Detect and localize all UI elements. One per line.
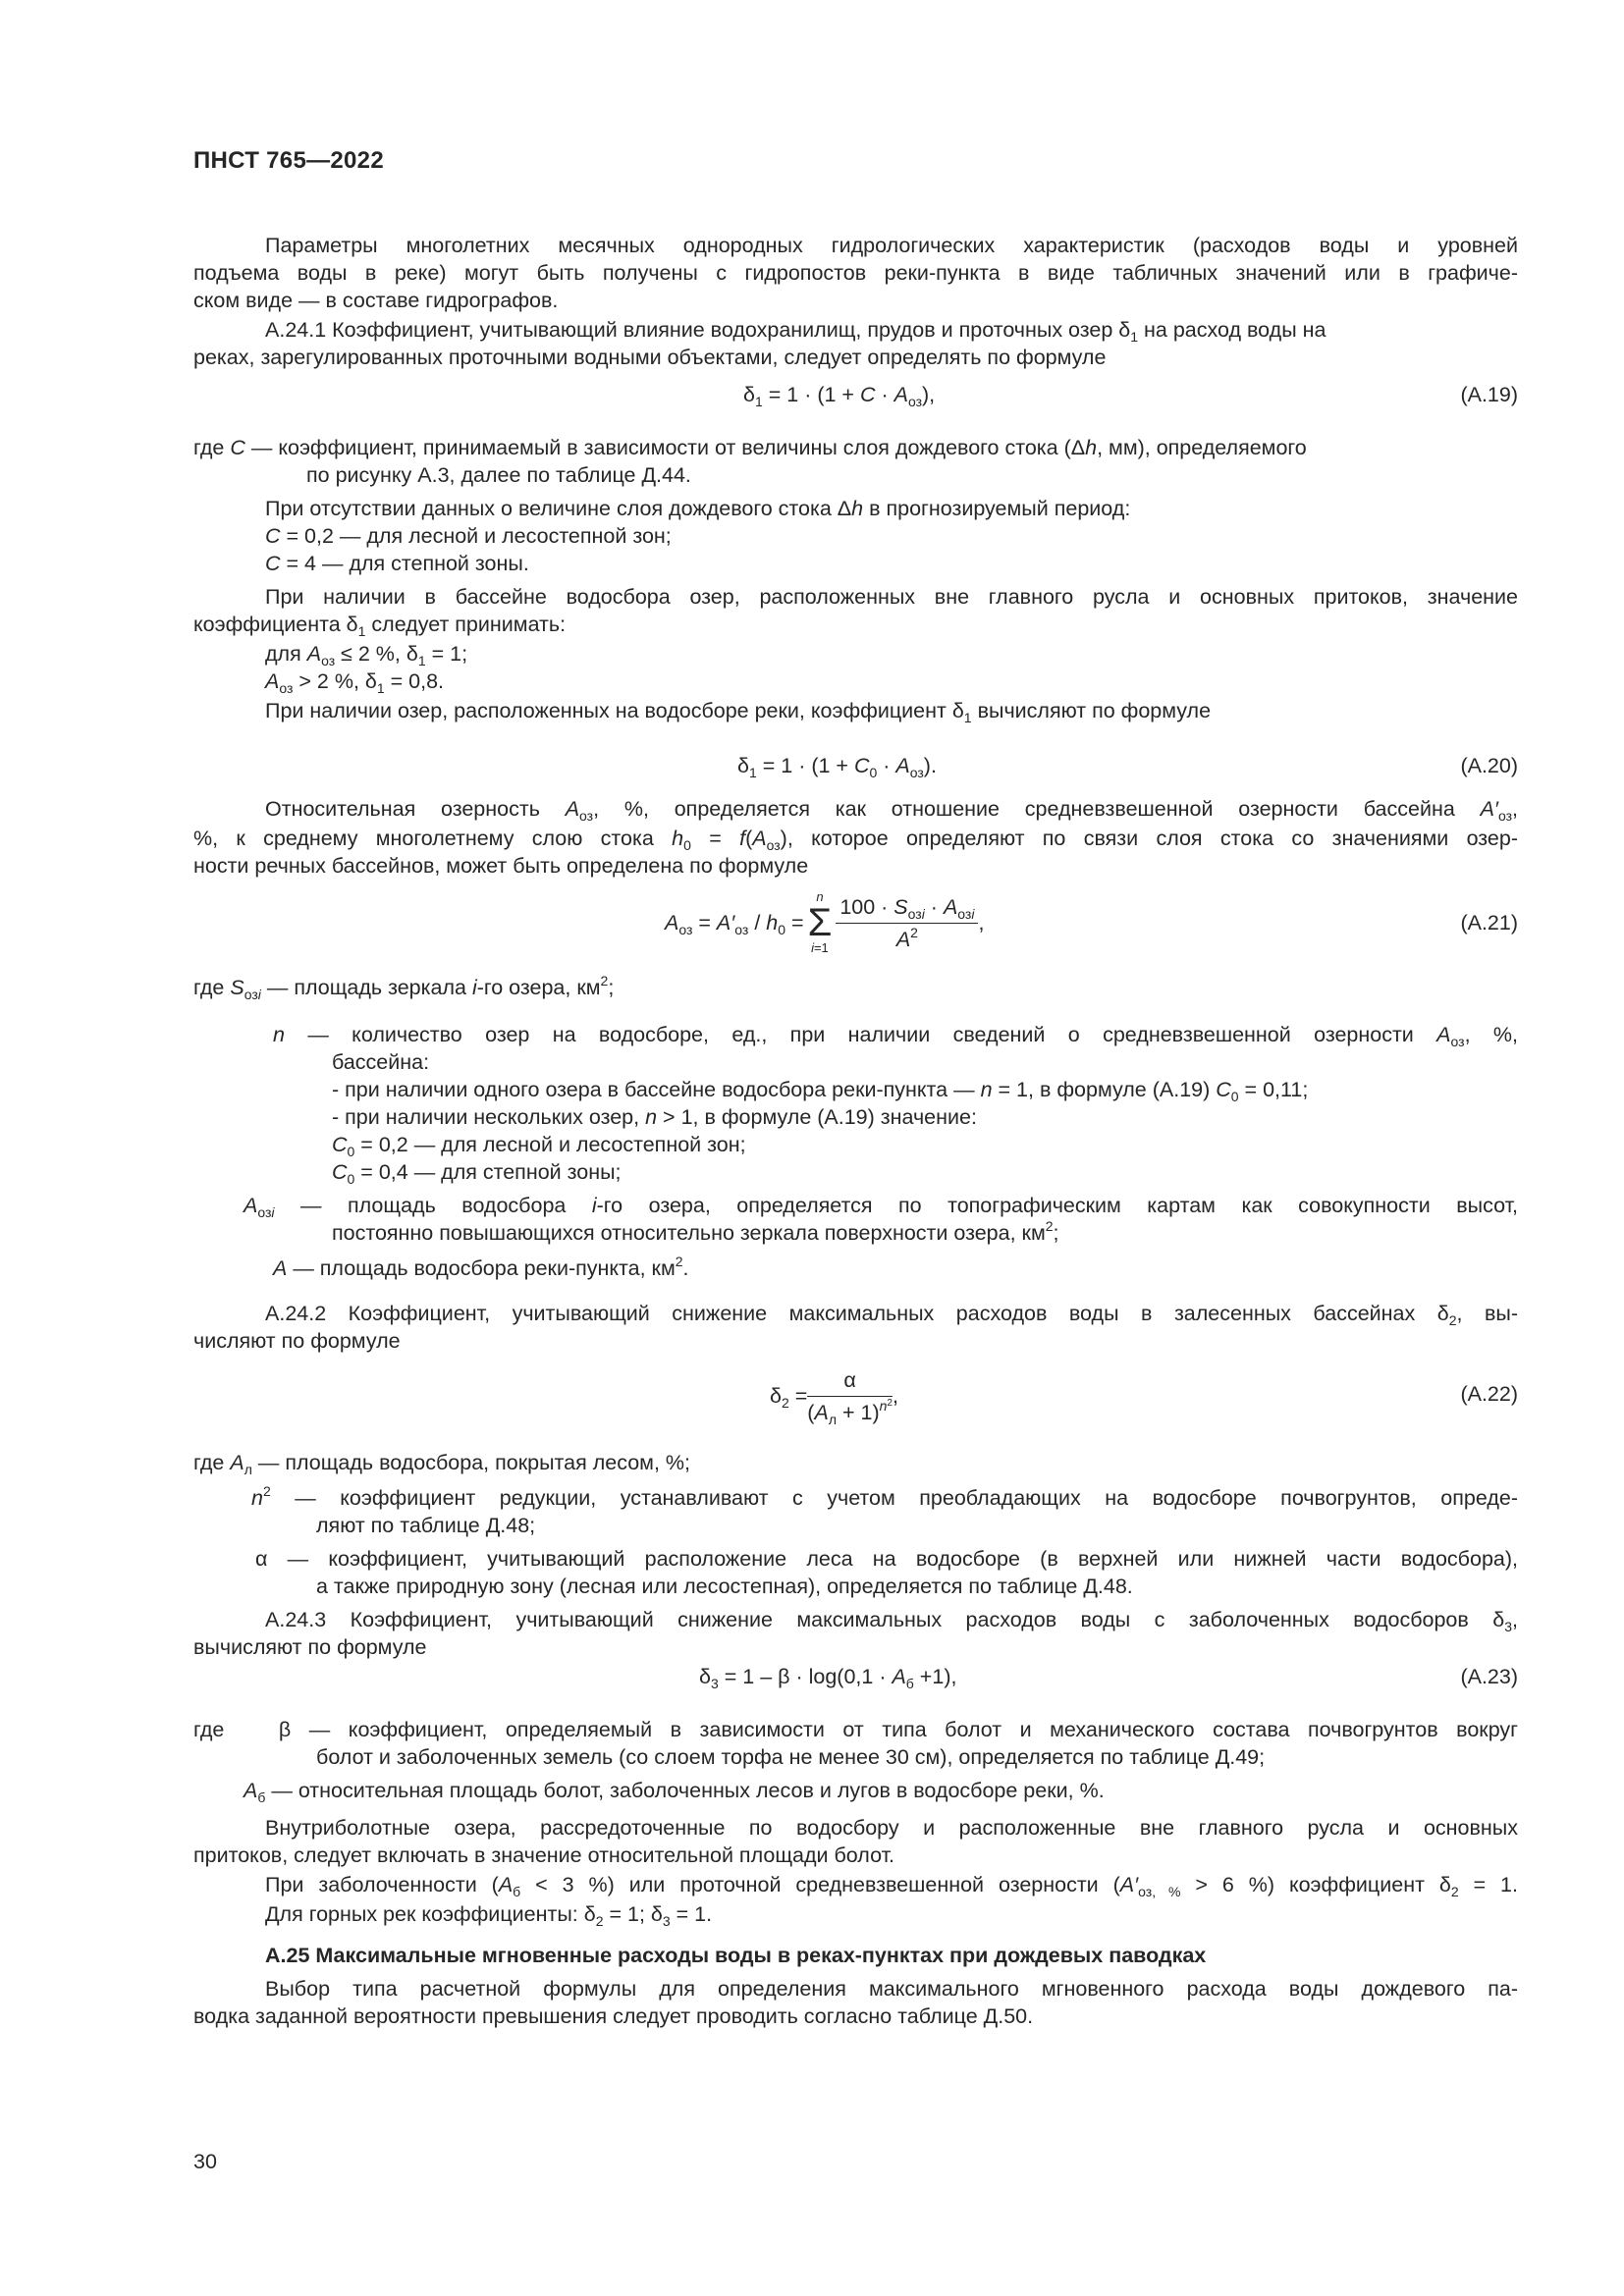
paragraph-line: подъема воды в реке) могут быть получены с гидропостов реки-пункта в виде табличных значений или в графиче-	[193, 261, 1518, 285]
paragraph-line: реках, зарегулированных проточными водными объектами, следует определять по формуле	[193, 346, 1107, 369]
definition-line: по рисунку А.3, далее по таблице Д.44.	[306, 463, 691, 487]
definition-line: болот и заболоченных земель (со слоем торфа не менее 30 см), определяется по таблице Д.49;	[316, 1745, 1266, 1769]
formula-a21: $A_{оз} = A'_{оз} / h_0$ = n Σ i=1 $\frac{100 \cdot S_{озi} \cdot A_{озi}}{A^2}$ ,	[665, 889, 985, 955]
formula-number: (А.22)	[1460, 1382, 1518, 1406]
formula-a19: $\delta_1 = 1 \cdot (1 + C \cdot A_{оз})$,	[743, 383, 936, 409]
definition-line: $C_0 = 0,4$ — для степной зоны;	[332, 1160, 622, 1187]
definition-line: n — количество озер на водосборе, ед., при наличии сведений о средневзвешенной озерности $A_{оз}$, %,	[273, 1023, 1518, 1049]
paragraph-line: При отсутствии данных о величине слоя дождевого стока Δh в прогнозируемый период:	[265, 497, 1131, 520]
paragraph-line: А.24.1 Коэффициент, учитывающий влияние водохранилищ, прудов и проточных озер $\delta_1$ на расход воды на	[265, 318, 1326, 345]
definition-line: где $S_{озi}$ — площадь зеркала i-го озера, $км^2$;	[193, 973, 615, 1002]
paragraph-line: ском виде — в составе гидрографов.	[193, 289, 559, 312]
paragraph-line: притоков, следует включать в значение относительной площади болот.	[193, 1843, 895, 1867]
formula-a22: $\delta_2$ = $\frac{\alpha}{(A_л + 1)^{n^2}}$ ,	[770, 1367, 898, 1427]
definition-line: а также природную зону (лесная или лесостепная), определяется по таблице Д.48.	[316, 1575, 1133, 1598]
definition-line: α — коэффициент, учитывающий расположение леса на водосборе (в верхней или нижней части водосбора),	[255, 1547, 1518, 1571]
paragraph-line: вычисляют по формуле	[193, 1635, 427, 1659]
section-heading: А.25 Максимальные мгновенные расходы воды в реках-пунктах при дождевых паводках	[265, 1944, 1207, 1967]
definition-line: ляют по таблице Д.48;	[316, 1514, 536, 1537]
definition-line: где β — коэффициент, определяемый в зависимости от типа болот и механического состава почвогрунтов вокруг	[193, 1718, 1518, 1741]
paragraph-line: ности речных бассейнов, может быть определена по формуле	[193, 854, 809, 878]
definition-line: бассейна:	[332, 1050, 430, 1074]
paragraph-line: Выбор типа расчетной формулы для определения максимального мгновенного расхода воды дождевого па-	[265, 1977, 1518, 2001]
paragraph-line: При наличии в бассейне водосбора озер, расположенных вне главного русла и основных притоков, значение	[265, 585, 1518, 609]
definition-line: $C_0 = 0,2$ — для лесной и лесостепной зон;	[332, 1133, 746, 1159]
paragraph-line: для $A_{оз} \le 2$ %, $\delta_1 = 1$;	[265, 642, 468, 668]
definition-line: $A_б$ — относительная площадь болот, заболоченных лесов и лугов в водосборе реки, %.	[244, 1779, 1105, 1805]
paragraph-line: числяют по формуле	[193, 1329, 401, 1353]
paragraph-line: водка заданной вероятности превышения следует проводить согласно таблице Д.50.	[193, 2004, 1034, 2028]
paragraph-line: А.24.2 Коэффициент, учитывающий снижение максимальных расходов воды в залесенных бассейнах $\delta_2$, вы-	[265, 1302, 1518, 1328]
definition-line: постоянно повышающихся относительно зеркала поверхности озера, $км^2$;	[332, 1218, 1059, 1245]
definition-line: где C — коэффициент, принимаемый в зависимости от величины слоя дождевого стока (Δh, мм), определяемого	[193, 436, 1307, 459]
paragraph-line: C = 4 — для степной зоны.	[265, 552, 529, 575]
formula-number: (А.19)	[1460, 383, 1518, 406]
paragraph-line: Для горных рек коэффициенты: $\delta_2 = 1$; $\delta_3 = 1$.	[265, 1902, 713, 1929]
document-header: ПНСТ 765—2022	[193, 147, 384, 174]
paragraph-line: %, к среднему многолетнему слою стока $h_0 = f(A_{оз})$, которое определяют по связи слоя стока со значениями озер-	[193, 827, 1518, 853]
fraction: $\frac{\alpha}{(A_л + 1)^{n^2}}$	[807, 1367, 893, 1427]
paragraph-line: C = 0,2 — для лесной и лесостепной зон;	[265, 524, 672, 548]
paragraph-line: $A_{оз} > 2$ %, $\delta_1 = 0,8$.	[265, 669, 445, 696]
paragraph-line: При заболоченности ($A_б < 3$ %) или проточной средневзвешенной озерности ($A'_{оз, \%} > 6$ %) коэффициент $\delta_2 = 1$.	[265, 1873, 1518, 1899]
formula-a23: $\delta_3 = 1 - \beta \cdot \log(0,1 \cdot A_б +1)$,	[699, 1665, 957, 1691]
formula-a20: $\delta_1 = 1 \cdot (1 + C_0 \cdot A_{оз})$.	[737, 754, 937, 780]
paragraph-line: При наличии озер, расположенных на водосборе реки, коэффициент $\delta_1$ вычисляют по формуле	[265, 699, 1212, 725]
definition-line: - при наличии одного озера в бассейне водосбора реки-пункта — n = 1, в формуле (А.19) $C_0 = 0,11$;	[332, 1078, 1309, 1104]
definition-line: - при наличии нескольких озер, n > 1, в формуле (А.19) значение:	[332, 1105, 977, 1129]
definition-line: $A_{озi}$ — площадь водосбора i-го озера, определяется по топографическим картам как совокупности высот,	[244, 1194, 1519, 1220]
paragraph-line: Параметры многолетних месячных однородных гидрологических характеристик (расходов воды и уровней	[265, 234, 1518, 257]
formula-number: (А.21)	[1460, 911, 1518, 934]
fraction: $\frac{100 \cdot S_{озi} \cdot A_{озi}}{A^2}$	[836, 893, 978, 953]
formula-number: (А.20)	[1460, 754, 1518, 777]
definition-line: где $A_л$ — площадь водосбора, покрытая лесом, %;	[193, 1451, 690, 1477]
formula-number: (А.23)	[1460, 1665, 1518, 1688]
definition-line: A — площадь водосбора реки-пункта, $км^2$.	[273, 1254, 689, 1280]
definition-line: $n^2$ — коэффициент редукции, устанавливают с учетом преобладающих на водосборе почвогрунтов, опреде-	[251, 1483, 1518, 1510]
sum-symbol: n Σ i=1	[807, 889, 833, 955]
paragraph-line: коэффициента $\delta_1$ следует принимать:	[193, 613, 567, 639]
page-number: 30	[193, 2150, 217, 2173]
paragraph-line: А.24.3 Коэффициент, учитывающий снижение максимальных расходов воды с заболоченных водосборов $\delta_3$,	[265, 1608, 1518, 1634]
paragraph-line: Относительная озерность $A_{оз}$, %, определяется как отношение средневзвешенной озерности бассейна $A'_{оз}$,	[265, 797, 1518, 824]
paragraph-line: Внутриболотные озера, рассредоточенные по водосбору и расположенные вне главного русла и основных	[265, 1816, 1518, 1840]
